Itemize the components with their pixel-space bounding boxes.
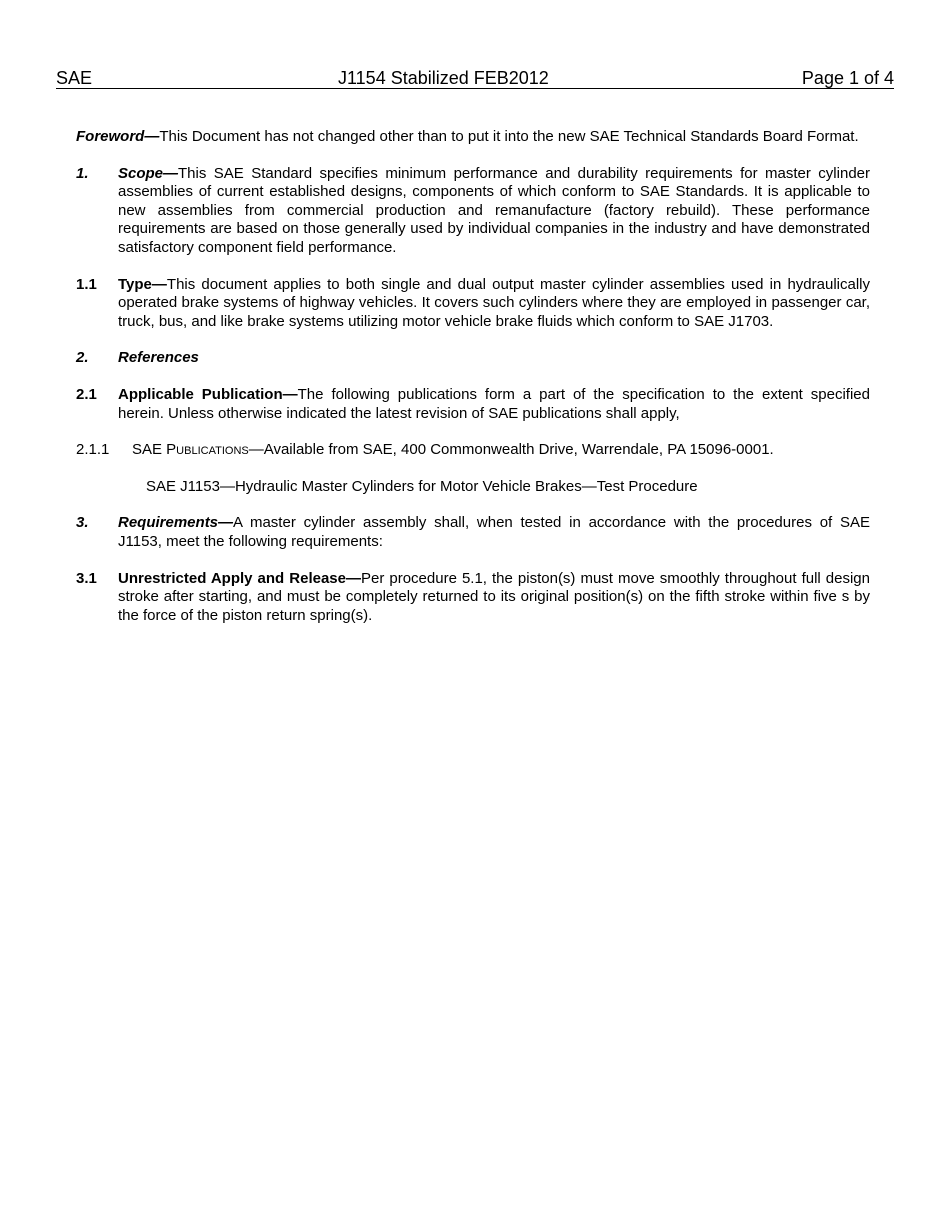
section-heading: Unrestricted Apply and Release—: [118, 569, 361, 587]
foreword-paragraph: [76, 128, 870, 147]
section-1-1-type: [76, 276, 870, 332]
section-number: 3.: [76, 514, 89, 532]
section-text: This SAE Standard specifies minimum performance and durability requirements for master cylinder assemblies of current established designs, components of which conform to SAE Standards. It is applicable to new assemblies from commercial production and remanufacture (factory rebuild). These performance requirements are based on those generally used by individual companies in the industry and have demonstrated satisfactory component field performance.: [118, 164, 870, 256]
section-heading: Requirements—: [118, 514, 234, 532]
section-text: The following publications form a part of the specification to the extent specified herein. Unless otherwise indicated the latest revision of SAE publications shall apply,: [118, 385, 870, 422]
header-org: SAE: [56, 68, 93, 88]
foreword-label: Foreword—: [76, 128, 160, 145]
section-text: Per procedure 5.1, the piston(s) must move smoothly throughout full design stroke after starting, and must be completely returned to its original position(s) on the fifth stroke within five s by the force of the piston return spring(s).: [118, 569, 870, 624]
section-number: 2.1.1: [76, 441, 110, 459]
document-body: [76, 128, 870, 643]
section-heading: References: [118, 349, 199, 367]
section-text: This document applies to both single and dual output master cylinder assemblies used in hydraulically operated brake systems of highway vehicles. It covers such cylinders where they are employed in passenger car, truck, bus, and like brake systems utilizing motor vehicle brake fluids which conform to SAE J1703.: [118, 275, 870, 330]
section-number: 2.1: [76, 385, 97, 403]
section-heading: Applicable Publication—: [118, 385, 298, 403]
section-number: 1.1: [76, 275, 97, 293]
reference-sae-j1153: SAE J1153—Hydraulic Master Cylinders for Motor Vehicle Brakes—Test Procedure: [146, 477, 698, 495]
section-2-1-applicable-publication: [76, 386, 870, 423]
section-heading: Scope—: [118, 164, 179, 182]
section-2-1-1-sae-publications: [76, 441, 870, 460]
section-3-1-unrestricted-apply: [76, 570, 870, 626]
section-number: 2.: [76, 349, 89, 367]
section-number: 1.: [76, 164, 89, 182]
section-3-requirements: [76, 514, 870, 551]
section-heading: SAE Publications: [132, 441, 249, 459]
section-1-scope: [76, 165, 870, 258]
foreword-text: This Document has not changed other than to put it into the new SAE Technical Standards Board Format.: [159, 128, 859, 145]
section-heading: Type—: [118, 275, 167, 293]
section-text: A master cylinder assembly shall, when tested in accordance with the procedures of SAE J1153, meet the following requirements:: [118, 514, 870, 550]
section-text: —Available from SAE, 400 Commonwealth Drive, Warrendale, PA 15096-0001.: [248, 441, 774, 459]
page-header: [56, 68, 894, 89]
section-2-references: [76, 349, 870, 368]
header-page-number: Page 1 of 4: [801, 68, 894, 88]
header-doc-id: J1154 Stabilized FEB2012: [338, 68, 549, 88]
section-number: 3.1: [76, 569, 97, 587]
